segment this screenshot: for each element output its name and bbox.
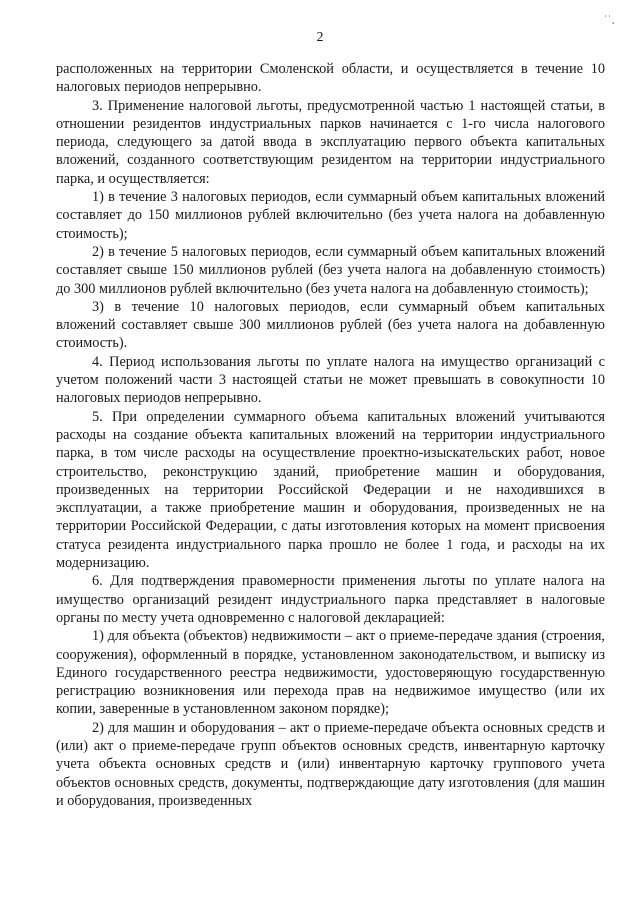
paragraph-part-6-item-2: 2) для машин и оборудования – акт о приеме-передаче объекта основных средств и (или) акт о приеме-передаче групп объектов основных средств, инвентарную карточку учета объекта основных средств и (или) инвентарную карточку группового учета объектов основных средств, документы, подтверждающие дату изготовления (для машин и оборудования, произведенных [56,719,605,809]
paragraph-part-3-item-1: 1) в течение 3 налоговых периодов, если суммарный объем капитальных вложений составляет до 150 миллионов рублей включительно (без учета налога на добавленную стоимость); [56,189,605,242]
paragraph-part-6: 6. Для подтверждения правомерности применения льготы по уплате налога на имущество организаций резидент индустриального парка представляет в налоговые органы по месту учета одновременно с налоговой декларацией: [56,573,605,626]
page-number: 2 [316,30,324,45]
paragraph-part-3: 3. Применение налоговой льготы, предусмотренной частью 1 настоящей статьи, в отношении резидентов индустриальных парков начинается с 1-го числа налогового периода, следующего за датой ввода в эксплуатацию первого объекта капитальных вложений, созданного соответствующим резидентом на территории индустриального парка, и осуществляется: [56,97,605,187]
paragraph-part-6-item-1: 1) для объекта (объектов) недвижимости – акт о приеме-передаче здания (строения, сооружения), оформленный в порядке, установленном законодательством, и выписку из Единого государственного реестра недвижимости, удостоверяющую государственную регистрацию возникновения или перехода прав на недвижимое имущество (или их копии, заверенные в установленном законом порядке); [56,628,605,718]
paragraph-part-3-item-2: 2) в течение 5 налоговых периодов, если суммарный объем капитальных вложений составляет свыше 150 миллионов рублей (без учета налога на добавленную стоимость) до 300 миллионов рублей включительно (без учета налога на добавленную стоимость); [56,243,605,297]
document-body [56,60,605,810]
paragraph-continuation: расположенных на территории Смоленской области, и осуществляется в течение 10 налоговых периодов непрерывно. [56,61,605,96]
paragraph-part-4: 4. Период использования льготы по уплате налога на имущество организаций с учетом положений части 3 настоящей статьи не может превышать в совокупности 10 налоговых периодов непрерывно. [56,353,605,407]
paragraph-part-5: 5. При определении суммарного объема капитальных вложений учитываются расходы на создание объекта капитальных вложений на территории индустриального парка, в том числе расходы на осуществление проектно-изыскательских работ, новое строительство, реконструкцию зданий, приобретение машин и оборудования, произведенных на территории Российской Федерации и не находившихся в эксплуатации, а также приобретение машин и оборудования, произведенных не на территории Российской Федерации, с даты изготовления которых на момент присвоения статуса резидента индустриального парка прошло не более 1 года, и расходы на их модернизацию. [56,408,605,572]
paragraph-part-3-item-3: 3) в течение 10 налоговых периодов, если суммарный объем капитальных вложений составляет свыше 300 миллионов рублей (без учета налога на добавленную стоимость). [56,298,605,352]
handwritten-mark: ʿ˙˛ [604,14,616,24]
